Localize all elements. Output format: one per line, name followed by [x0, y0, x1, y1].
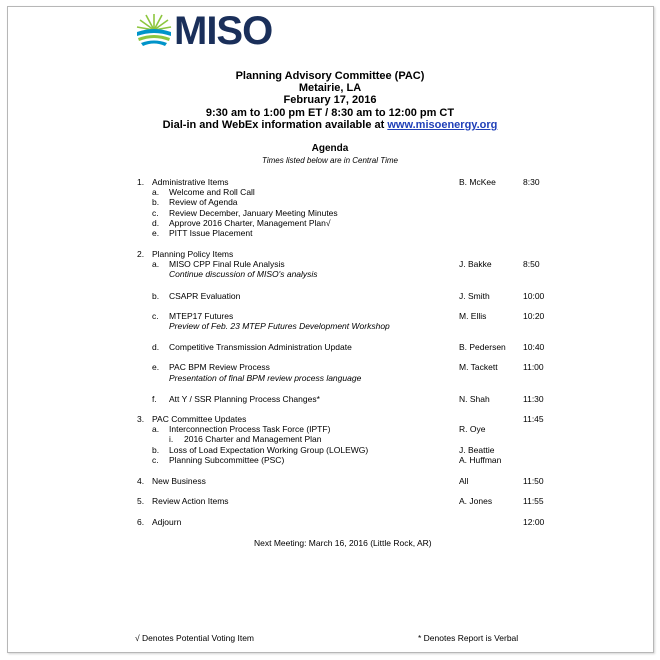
- sub-letter: e.: [152, 362, 160, 372]
- item-number: 3.: [137, 414, 145, 424]
- meeting-date: February 17, 2016: [283, 94, 377, 106]
- sub-presenter: M. Ellis: [459, 311, 487, 321]
- item-number: 1.: [137, 177, 145, 187]
- sub-time: 8:50: [523, 259, 540, 269]
- meeting-time: 9:30 am to 1:00 pm ET / 8:30 am to 12:00 pm CT: [205, 107, 455, 119]
- item-title: Adjourn: [152, 517, 182, 527]
- sub-item: PITT Issue Placement: [169, 228, 253, 238]
- footer-voting-note: √ Denotes Potential Voting Item: [135, 633, 255, 643]
- item-title: New Business: [152, 476, 206, 486]
- dial-in-line: [0, 119, 660, 131]
- sub-letter: d.: [152, 342, 160, 352]
- sub-time: 11:30: [523, 394, 544, 404]
- sub-letter: a.: [152, 187, 160, 197]
- sub-presenter: A. Huffman: [459, 455, 502, 465]
- sub-item: MTEP17 Futures: [169, 311, 234, 321]
- item-number: 2.: [137, 249, 145, 259]
- item-title: PAC Committee Updates: [152, 414, 247, 424]
- sub-time: 11:00: [523, 362, 544, 372]
- sub-letter: e.: [152, 228, 160, 238]
- sub-letter: i.: [169, 434, 174, 444]
- sub-item: Planning Subcommittee (PSC): [169, 455, 285, 465]
- sub-item: Interconnection Process Task Force (IPTF): [169, 424, 331, 434]
- item-presenter: B. McKee: [459, 177, 496, 187]
- sub-letter: c.: [152, 455, 159, 465]
- item-title: Administrative Items: [152, 177, 229, 187]
- sub-item: Review of Agenda: [169, 197, 238, 207]
- sub-letter: c.: [152, 311, 159, 321]
- sub-letter: b.: [152, 445, 160, 455]
- item-title: Planning Policy Items: [152, 249, 234, 259]
- sub-presenter: N. Shah: [459, 394, 490, 404]
- sub-item: Review December, January Meeting Minutes: [169, 208, 338, 218]
- sub-time: 10:00: [523, 291, 545, 301]
- website-link[interactable]: www.misoenergy.org: [387, 119, 498, 131]
- sub-item: 2016 Charter and Management Plan: [184, 434, 322, 444]
- item-time: 11:45: [523, 414, 544, 424]
- item-presenter: All: [459, 476, 469, 486]
- sub-item: CSAPR Evaluation: [169, 291, 241, 301]
- footer-verbal-note: * Denotes Report is Verbal: [418, 633, 519, 643]
- miso-logo-icon: [136, 12, 172, 48]
- miso-logo-text: MISO: [174, 9, 273, 53]
- sub-note: Continue discussion of MISO's analysis: [169, 269, 318, 279]
- sub-presenter: R. Oye: [459, 424, 486, 434]
- item-number: 6.: [137, 517, 145, 527]
- sub-letter: f.: [152, 394, 157, 404]
- sub-letter: b.: [152, 197, 160, 207]
- sub-letter: a.: [152, 259, 160, 269]
- sub-note: Preview of Feb. 23 MTEP Futures Development Workshop: [169, 321, 390, 331]
- sub-letter: c.: [152, 208, 159, 218]
- item-time: 12:00: [523, 517, 545, 527]
- committee-title: Planning Advisory Committee (PAC): [235, 70, 425, 82]
- sub-note: Presentation of final BPM review process language: [169, 373, 362, 383]
- sub-time: 10:20: [523, 311, 545, 321]
- sub-item: Loss of Load Expectation Working Group (LOLEWG): [169, 445, 369, 455]
- item-time: 11:50: [523, 476, 544, 486]
- sub-item: Att Y / SSR Planning Process Changes*: [169, 394, 320, 404]
- dial-in-text: Dial-in and WebEx information available at: [162, 119, 388, 131]
- sub-time: 10:40: [523, 342, 545, 352]
- item-time: 8:30: [523, 177, 540, 187]
- sub-presenter: J. Bakke: [459, 259, 492, 269]
- item-number: 5.: [137, 496, 145, 506]
- sub-item: PAC BPM Review Process: [169, 362, 270, 372]
- sub-item: Welcome and Roll Call: [169, 187, 255, 197]
- item-time: 11:55: [523, 496, 544, 506]
- sub-item: Competitive Transmission Administration Update: [169, 342, 352, 352]
- sub-letter: a.: [152, 424, 160, 434]
- sub-letter: b.: [152, 291, 160, 301]
- item-title: Review Action Items: [152, 496, 229, 506]
- item-presenter: A. Jones: [459, 496, 493, 506]
- meeting-location: Metairie, LA: [298, 82, 362, 94]
- sub-presenter: J. Beattie: [459, 445, 495, 455]
- sub-item: Approve 2016 Charter, Management Plan√: [169, 218, 331, 228]
- agenda-title: Agenda: [311, 143, 349, 154]
- sub-presenter: J. Smith: [459, 291, 490, 301]
- sub-presenter: M. Tackett: [459, 362, 498, 372]
- sub-presenter: B. Pedersen: [459, 342, 506, 352]
- sub-letter: d.: [152, 218, 160, 228]
- item-number: 4.: [137, 476, 145, 486]
- sub-item: MISO CPP Final Rule Analysis: [169, 259, 285, 269]
- agenda-subtitle: Times listed below are in Central Time: [262, 156, 398, 165]
- next-meeting: Next Meeting: March 16, 2016 (Little Rock, AR): [254, 538, 432, 548]
